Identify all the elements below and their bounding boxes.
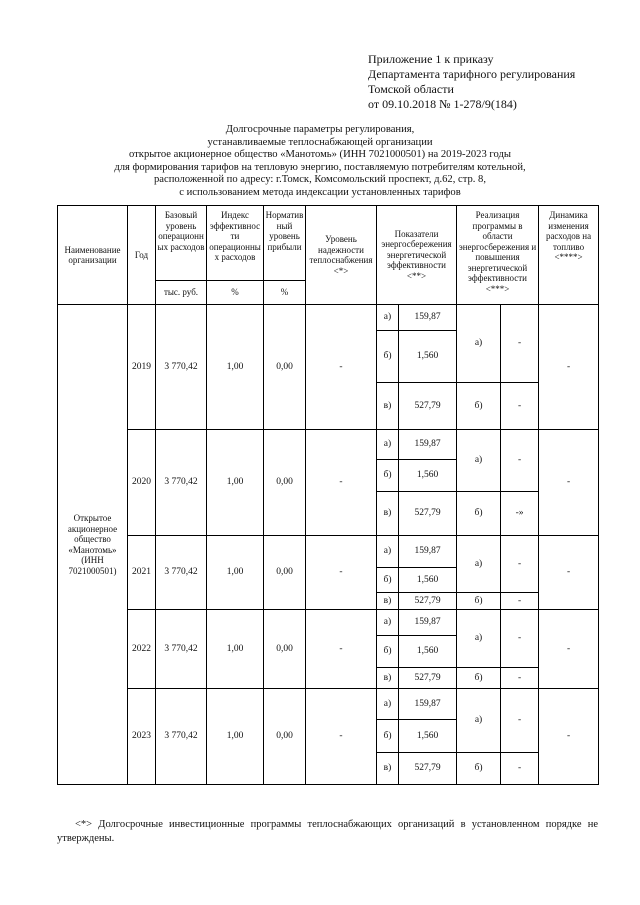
energy-label-a: а) [377, 689, 399, 720]
program-value-b: - [501, 593, 539, 610]
title-line: устанавливаемые теплоснабжающей организации [207, 136, 433, 148]
energy-value-b: 1,560 [399, 720, 457, 753]
appendix-block [368, 52, 575, 112]
document-title [40, 124, 600, 200]
fuel-cell: - [539, 430, 599, 536]
program-label-b: б) [457, 753, 501, 785]
energy-label-a: а) [377, 610, 399, 636]
profit-cell: 0,00 [264, 689, 306, 785]
table-row [58, 689, 599, 720]
energy-label-b: б) [377, 568, 399, 593]
reliability-cell: - [306, 610, 377, 689]
index-cell: 1,00 [207, 610, 264, 689]
program-value-b: - [501, 668, 539, 689]
energy-value-b: 1,560 [399, 460, 457, 492]
appendix-line: Департамента тарифного регулирования [368, 67, 576, 81]
header-org: Наименование организации [58, 206, 128, 305]
energy-label-v: в) [377, 383, 399, 430]
reliability-cell: - [306, 689, 377, 785]
program-value-a: - [501, 689, 539, 753]
reliability-cell: - [306, 536, 377, 610]
header-profit: Нормативный уровень прибыли [264, 206, 306, 281]
fuel-cell: - [539, 689, 599, 785]
energy-label-a: а) [377, 305, 399, 331]
header-program: Реализация программы в области энергосбережения и повышения энергетической эффективности <***> [457, 206, 539, 305]
program-label-a: а) [457, 610, 501, 668]
energy-value-b: 1,560 [399, 331, 457, 383]
reliability-cell: - [306, 305, 377, 430]
index-cell: 1,00 [207, 305, 264, 430]
header-index: Индекс эффективности операционных расходов [207, 206, 264, 281]
table-row [58, 536, 599, 568]
energy-value-b: 1,560 [399, 636, 457, 668]
program-value-a: - [501, 610, 539, 668]
energy-value-v: 527,79 [399, 492, 457, 536]
program-value-b: -» [501, 492, 539, 536]
unit-index: % [207, 281, 264, 305]
header-energy: Показатели энергосбережения энергетической эффективности <**> [377, 206, 457, 305]
program-value-b: - [501, 383, 539, 430]
energy-label-b: б) [377, 636, 399, 668]
unit-base: тыс. руб. [156, 281, 207, 305]
energy-label-a: а) [377, 536, 399, 568]
program-label-a: а) [457, 536, 501, 593]
year-cell: 2023 [128, 689, 156, 785]
energy-value-a: 159,87 [399, 430, 457, 460]
energy-value-v: 527,79 [399, 753, 457, 785]
energy-label-v: в) [377, 593, 399, 610]
energy-value-v: 527,79 [399, 668, 457, 689]
program-label-a: а) [457, 305, 501, 383]
header-base: Базовый уровень операционных расходов [156, 206, 207, 281]
index-cell: 1,00 [207, 689, 264, 785]
energy-value-a: 159,87 [399, 610, 457, 636]
program-label-a: а) [457, 689, 501, 753]
appendix-line: Приложение 1 к приказу [368, 52, 494, 66]
year-cell: 2021 [128, 536, 156, 610]
energy-value-b: 1,560 [399, 568, 457, 593]
title-line: с использованием метода индексации установленных тарифов [179, 186, 461, 198]
program-label-b: б) [457, 492, 501, 536]
year-cell: 2020 [128, 430, 156, 536]
program-value-a: - [501, 430, 539, 492]
index-cell: 1,00 [207, 430, 264, 536]
base-cell: 3 770,42 [156, 430, 207, 536]
program-label-b: б) [457, 668, 501, 689]
base-cell: 3 770,42 [156, 610, 207, 689]
program-value-b: - [501, 753, 539, 785]
profit-cell: 0,00 [264, 610, 306, 689]
header-reliability: Уровень надежности теплоснабжения <*> [306, 206, 377, 305]
appendix-line: Томской области [368, 82, 454, 96]
program-value-a: - [501, 305, 539, 383]
energy-value-a: 159,87 [399, 536, 457, 568]
header-year: Год [128, 206, 156, 305]
energy-label-b: б) [377, 331, 399, 383]
program-label-a: а) [457, 430, 501, 492]
energy-label-a: а) [377, 430, 399, 460]
year-cell: 2019 [128, 305, 156, 430]
base-cell: 3 770,42 [156, 536, 207, 610]
footnote: <*> Долгосрочные инвестиционные программы теплоснабжающих организаций в установленном порядке не утверждены. [57, 819, 598, 844]
profit-cell: 0,00 [264, 536, 306, 610]
fuel-cell: - [539, 305, 599, 430]
profit-cell: 0,00 [264, 305, 306, 430]
title-line: для формирования тарифов на тепловую энергию, поставляемую потребителям котельной, [114, 161, 526, 173]
energy-value-v: 527,79 [399, 593, 457, 610]
energy-label-b: б) [377, 720, 399, 753]
fuel-cell: - [539, 610, 599, 689]
table-row [58, 430, 599, 460]
energy-label-v: в) [377, 753, 399, 785]
energy-label-b: б) [377, 460, 399, 492]
org-name-cell: Открытое акционерное общество «Манотомь» (ИНН 7021000501) [58, 305, 128, 785]
title-line: открытое акционерное общество «Манотомь» (ИНН 7021000501) на 2019-2023 годы [129, 149, 511, 161]
base-cell: 3 770,42 [156, 689, 207, 785]
program-label-b: б) [457, 593, 501, 610]
title-line: Долгосрочные параметры регулирования, [225, 124, 415, 135]
appendix-line: от 09.10.2018 № 1-278/9(184) [368, 97, 517, 111]
parameters-table [57, 205, 599, 785]
profit-cell: 0,00 [264, 430, 306, 536]
energy-label-v: в) [377, 668, 399, 689]
program-label-b: б) [457, 383, 501, 430]
index-cell: 1,00 [207, 536, 264, 610]
table-row [58, 610, 599, 636]
header-row [58, 206, 599, 281]
energy-label-v: в) [377, 492, 399, 536]
fuel-cell: - [539, 536, 599, 610]
energy-value-v: 527,79 [399, 383, 457, 430]
energy-value-a: 159,87 [399, 305, 457, 331]
table-row [58, 305, 599, 331]
table-body [58, 206, 599, 785]
base-cell: 3 770,42 [156, 305, 207, 430]
title-line: расположенной по адресу: г.Томск, Комсомольский проспект, д.62, стр. 8, [154, 174, 486, 186]
year-cell: 2022 [128, 610, 156, 689]
program-value-a: - [501, 536, 539, 593]
header-fuel: Динамика изменения расходов на топливо <****> [539, 206, 599, 305]
reliability-cell: - [306, 430, 377, 536]
energy-value-a: 159,87 [399, 689, 457, 720]
unit-profit: % [264, 281, 306, 305]
